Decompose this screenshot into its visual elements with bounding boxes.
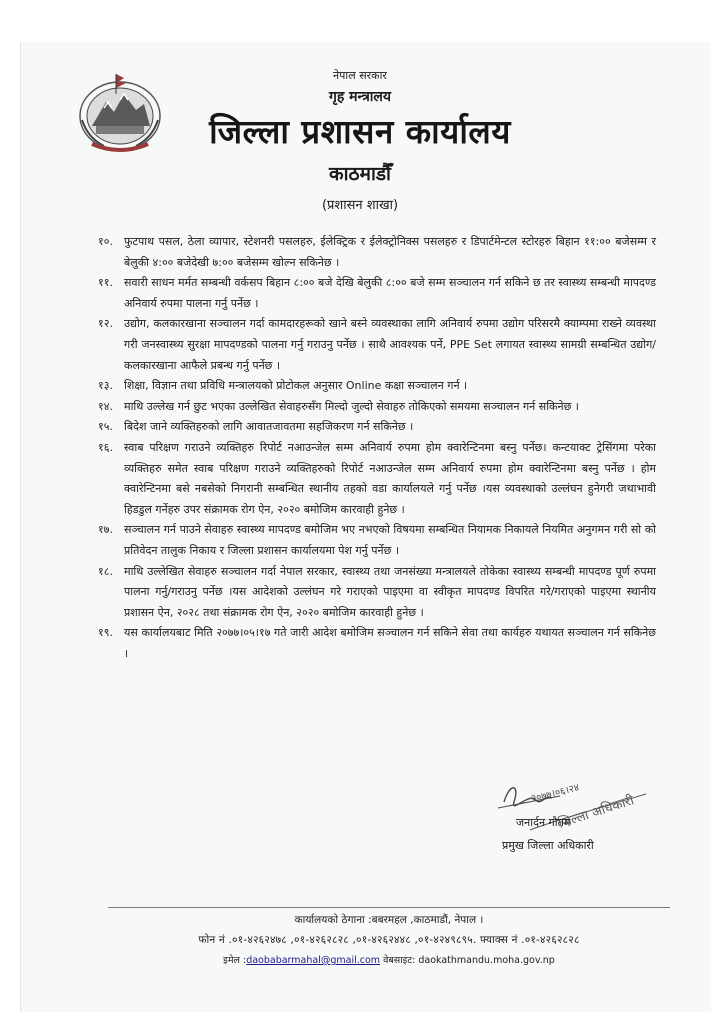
item-text: बिदेश जाने व्यक्तिहरुको लागि आवातजावतमा सहजिकरण गर्न सकिनेछ ।: [124, 420, 414, 434]
item-text: सञ्चालन गर्न पाउने सेवाहरु स्वास्थ्य मापदण्ड बमोजिम भए नभएको विषयमा सम्बन्धित नियामक निकायले नियमित अनुगमन गरी सो को प्रतिवेदन तालुक निकाय र जिल्ला प्रशासन कार्यालयमा पेश गर्नु पर्नेछ ।: [124, 523, 656, 557]
signature-stamp: जिल्ला अधिकारी: [556, 793, 636, 832]
item-text: उद्योग, कलकारखाना सञ्चालन गर्दा कामदारहरूको खाने बस्ने व्यवस्थाका लागि अनिवार्य रुपमा उद्योग परिसरमै क्याम्पमा राख्ने व्यवस्था गरी जनस्वास्थ्य सुरक्षा मापदण्डको पालना गर्नु गराउनु पर्नेछ । साथै आवश्यक पर्ने, PPE Set लगायत स्वास्थ्य सामग्री सम्बन्धित उद्योग/कलकारखाना आफैले प्रबन्ध गर्नु पर्नेछ ।: [124, 317, 656, 372]
item-text: स्वाब परिक्षण गराउने व्यक्तिहरु रिपोर्ट नआउन्जेल सम्म अनिवार्य रुपमा होम क्वारेन्टिनमा बस्नु पर्नेछ। कन्टयाक्ट ट्रेसिंगमा परेका व्यक्तिहरु समेत स्वाब परिक्षण गराउने व्यक्तिहरुको रिपोर्ट नआउन्जेल सम्म अनिवार्य रुपमा होम क्वारेन्टिनमा बस्नु पर्नेछ । होम क्वारेन्टिनमा बसे नबसेको निगरानी सम्बन्धित स्थानीय तहको वडा कार्यालयले गर्नु पर्नेछ ।यस व्यवस्थाको उल्लंघन हुनेगरी जथाभावी हिडडुल गर्नेहरु उपर संक्रामक रोग ऐन, २०२० बमोजिम कारवाही हुनेछ ।: [124, 440, 656, 516]
directive-item: [98, 417, 656, 438]
item-number: १५.: [98, 420, 113, 434]
signatory-name: जनार्दन गौतम: [516, 816, 571, 829]
directive-item: [98, 273, 656, 314]
handwritten-signature: [490, 772, 650, 842]
item-number: १८.: [98, 564, 113, 578]
branch-name: (प्रशासन शाखा): [321, 198, 399, 213]
item-number: १२.: [98, 317, 113, 331]
directive-item: [98, 376, 656, 397]
directive-item: [98, 520, 656, 561]
item-text: फुटपाथ पसल, ठेला व्यापार, स्टेशनरी पसलहरु, ईलेक्ट्रिक र ईलेक्ट्रोनिक्स पसलहरु र डिपार्टमेन्टल स्टोरहरु बिहान ११:०० बजेसम्म र बेलुकी ४:०० बजेदेखी ७:०० बजेसम्म खोल्न सकिनेछ ।: [124, 235, 656, 269]
directive-list: [98, 232, 656, 664]
footer-divider: [108, 907, 670, 908]
directive-item: [98, 562, 656, 624]
item-number: १७.: [98, 523, 113, 537]
item-number: १९.: [98, 626, 113, 640]
item-number: १४.: [98, 399, 113, 413]
directive-item: [98, 438, 656, 520]
government-name: नेपाल सरकार: [333, 69, 387, 82]
item-text: माथि उल्लेखित सेवाहरु सञ्चालन गर्दा नेपाल सरकार, स्वास्थ्य तथा जनसंख्या मन्त्रालयले तोकेका स्वास्थ्य सम्बन्धी मापदण्ड पूर्ण रुपमा पालना गर्नु/गराउनु पर्नेछ ।यस आदेशको उल्लंघन गरे गराएको पाइएमा वा स्वीकृत मापदण्ड विपरित गरे/गराएको पाइएमा स्थानीय प्रशासन ऐन, २०२८ तथा संक्रामक रोग ऐन, २०२० बमोजिम कारवाही हुनेछ ।: [124, 564, 656, 619]
directive-item: [98, 314, 656, 376]
directive-item: [98, 232, 656, 273]
item-text: सवारी साधन मर्मत सम्बन्धी वर्कसप बिहान ८:०० बजे देखि बेलुकी ८:०० बजे सम्म सञ्चालन गर्न सकिने छ तर स्वास्थ्य सम्बन्धी मापदण्ड अनिवार्य रुपमा पालना गर्नु पर्नेछ ।: [124, 276, 656, 310]
email-label: इमेल :: [223, 955, 247, 966]
directive-item: [98, 623, 656, 664]
email-link[interactable]: daobabarmahal@gmail.com: [246, 955, 381, 966]
item-number: ११.: [98, 276, 113, 290]
directive-item: [98, 397, 656, 418]
item-number: १०.: [98, 235, 113, 248]
item-text: शिक्षा, विज्ञान तथा प्रविधि मन्त्रालयको प्रोटोकल अनुसार Online कक्षा सञ्चालन गर्न ।: [124, 379, 468, 393]
city-name: काठमाडौँ: [329, 163, 391, 185]
office-name: जिल्ला प्रशासन कार्यालय: [209, 112, 511, 151]
website-link[interactable]: daokathmandu.moha.gov.np: [418, 955, 555, 966]
website-label: वेबसाइट:: [383, 955, 416, 966]
signature-date: २०७७।०६।२४: [530, 782, 581, 805]
item-text: माथि उल्लेख गर्न छुट भएका उल्लेखित सेवाहरुसँग मिल्दो जुल्दो सेवाहरु तोकिएको समयमा सञ्चालन गर्न सकिनेछ ।: [124, 399, 579, 413]
item-number: १६.: [98, 440, 113, 454]
item-text: यस कार्यालयबाट मिति २०७७।०५।१७ गते जारी आदेश बमोजिम सञ्चालन गर्न सकिने सेवा तथा कार्यहरु यथायत सञ्चालन गर्न सकिनेछ ।: [124, 626, 656, 660]
office-phone: फोन नं .०१-४२६२४७८ ,०१-४२६२८२८ ,०१-४२६२४४८ ,०१-४२४९८९५. फ्याक्स नं .०१-४२६२८२८: [198, 934, 580, 946]
item-number: १३.: [98, 379, 113, 393]
signatory-title: प्रमुख जिल्ला अधिकारी: [502, 839, 594, 852]
ministry-name: गृह मन्त्रालय: [328, 89, 392, 105]
office-address: कार्यालयको ठेगाना :बबरमहल ,काठमाडौं, नेपाल ।: [294, 914, 484, 926]
contact-line: [108, 953, 670, 966]
